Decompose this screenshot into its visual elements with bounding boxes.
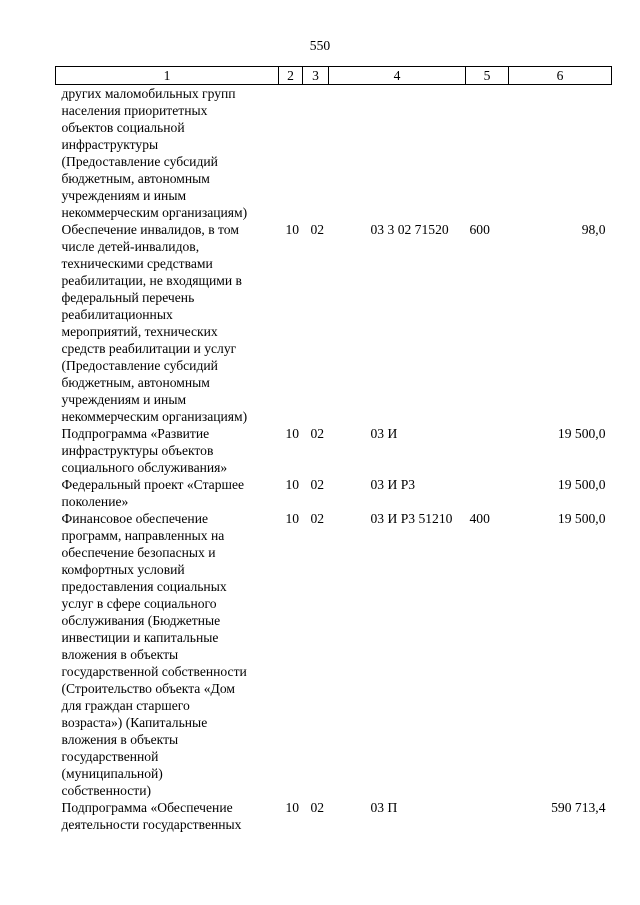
row-section: 10 (285, 222, 300, 237)
row-subsection: 02 (310, 477, 325, 492)
row-subsection: 02 (310, 800, 325, 815)
row-section: 10 (285, 511, 300, 526)
row-section: 10 (285, 426, 300, 441)
row-expense-type (466, 425, 509, 476)
row-amount: 98,0 (581, 222, 606, 237)
row-name: Подпрограмма «Обеспечение деятельности государственных (61, 800, 242, 832)
budget-table (55, 66, 612, 833)
row-section: 10 (285, 800, 300, 815)
row-target-code: 03 3 02 71520 (370, 222, 449, 237)
table-row (56, 476, 612, 510)
row-target-code: 03 И (370, 426, 398, 441)
row-name: других маломобильных групп населения приоритетных объектов социальной инфраструктуры (Предоставление субсидий бюджетным, автономным учреждениям и иным некоммерческим организациям) (61, 86, 248, 220)
row-section: 10 (285, 477, 300, 492)
row-expense-type (466, 476, 509, 510)
column-header-1: 1 (56, 67, 279, 85)
row-expense-type (466, 799, 509, 833)
column-header-2: 2 (279, 67, 303, 85)
row-target-code: 03 И P3 (370, 477, 416, 492)
row-amount: 19 500,0 (557, 477, 606, 492)
table-row (56, 221, 612, 425)
row-subsection: 02 (310, 426, 325, 441)
column-header-6: 6 (509, 67, 612, 85)
table-row (56, 510, 612, 799)
row-subsection: 02 (310, 511, 325, 526)
column-header-3: 3 (303, 67, 329, 85)
column-header-4: 4 (329, 67, 466, 85)
row-expense-type: 600 (469, 222, 490, 237)
page-number: 550 (309, 38, 331, 53)
row-name: Подпрограмма «Развитие инфраструктуры объектов социального обслуживания» (61, 426, 228, 475)
row-subsection (303, 85, 329, 222)
table-row (56, 799, 612, 833)
row-expense-type (466, 85, 509, 222)
table-header-row (56, 67, 612, 85)
row-subsection: 02 (310, 222, 325, 237)
row-amount (509, 85, 612, 222)
row-section (279, 85, 303, 222)
row-target-code: 03 П (370, 800, 398, 815)
table-row (56, 85, 612, 222)
row-expense-type: 400 (469, 511, 490, 526)
table-row (56, 425, 612, 476)
row-amount: 590 713,4 (551, 800, 606, 815)
row-name: Федеральный проект «Старшее поколение» (61, 477, 245, 509)
row-amount: 19 500,0 (557, 511, 606, 526)
column-header-5: 5 (466, 67, 509, 85)
row-name: Финансовое обеспечение программ, направленных на обеспечение безопасных и комфортных условий предоставления социальных услуг в сфере социального обслуживания (Бюджетные инвестиции и капитальные вложения в объекты государственной собственности (Строительство объекта «Дом для граждан старшего возраста») (Капитальные вложения в объекты государственной (муниципальной) собственности) (61, 511, 247, 798)
row-name: Обеспечение инвалидов, в том числе детей-инвалидов, техническими средствами реабилитации, не входящими в федеральный перечень реабилитационных мероприятий, технических средств реабилитации и услуг (Предоставление субсидий бюджетным, автономным учреждениям и иным некоммерческим организациям) (61, 222, 248, 424)
row-target-code: 03 И P3 51210 (370, 511, 453, 526)
row-target-code (329, 85, 466, 222)
row-amount: 19 500,0 (557, 426, 606, 441)
